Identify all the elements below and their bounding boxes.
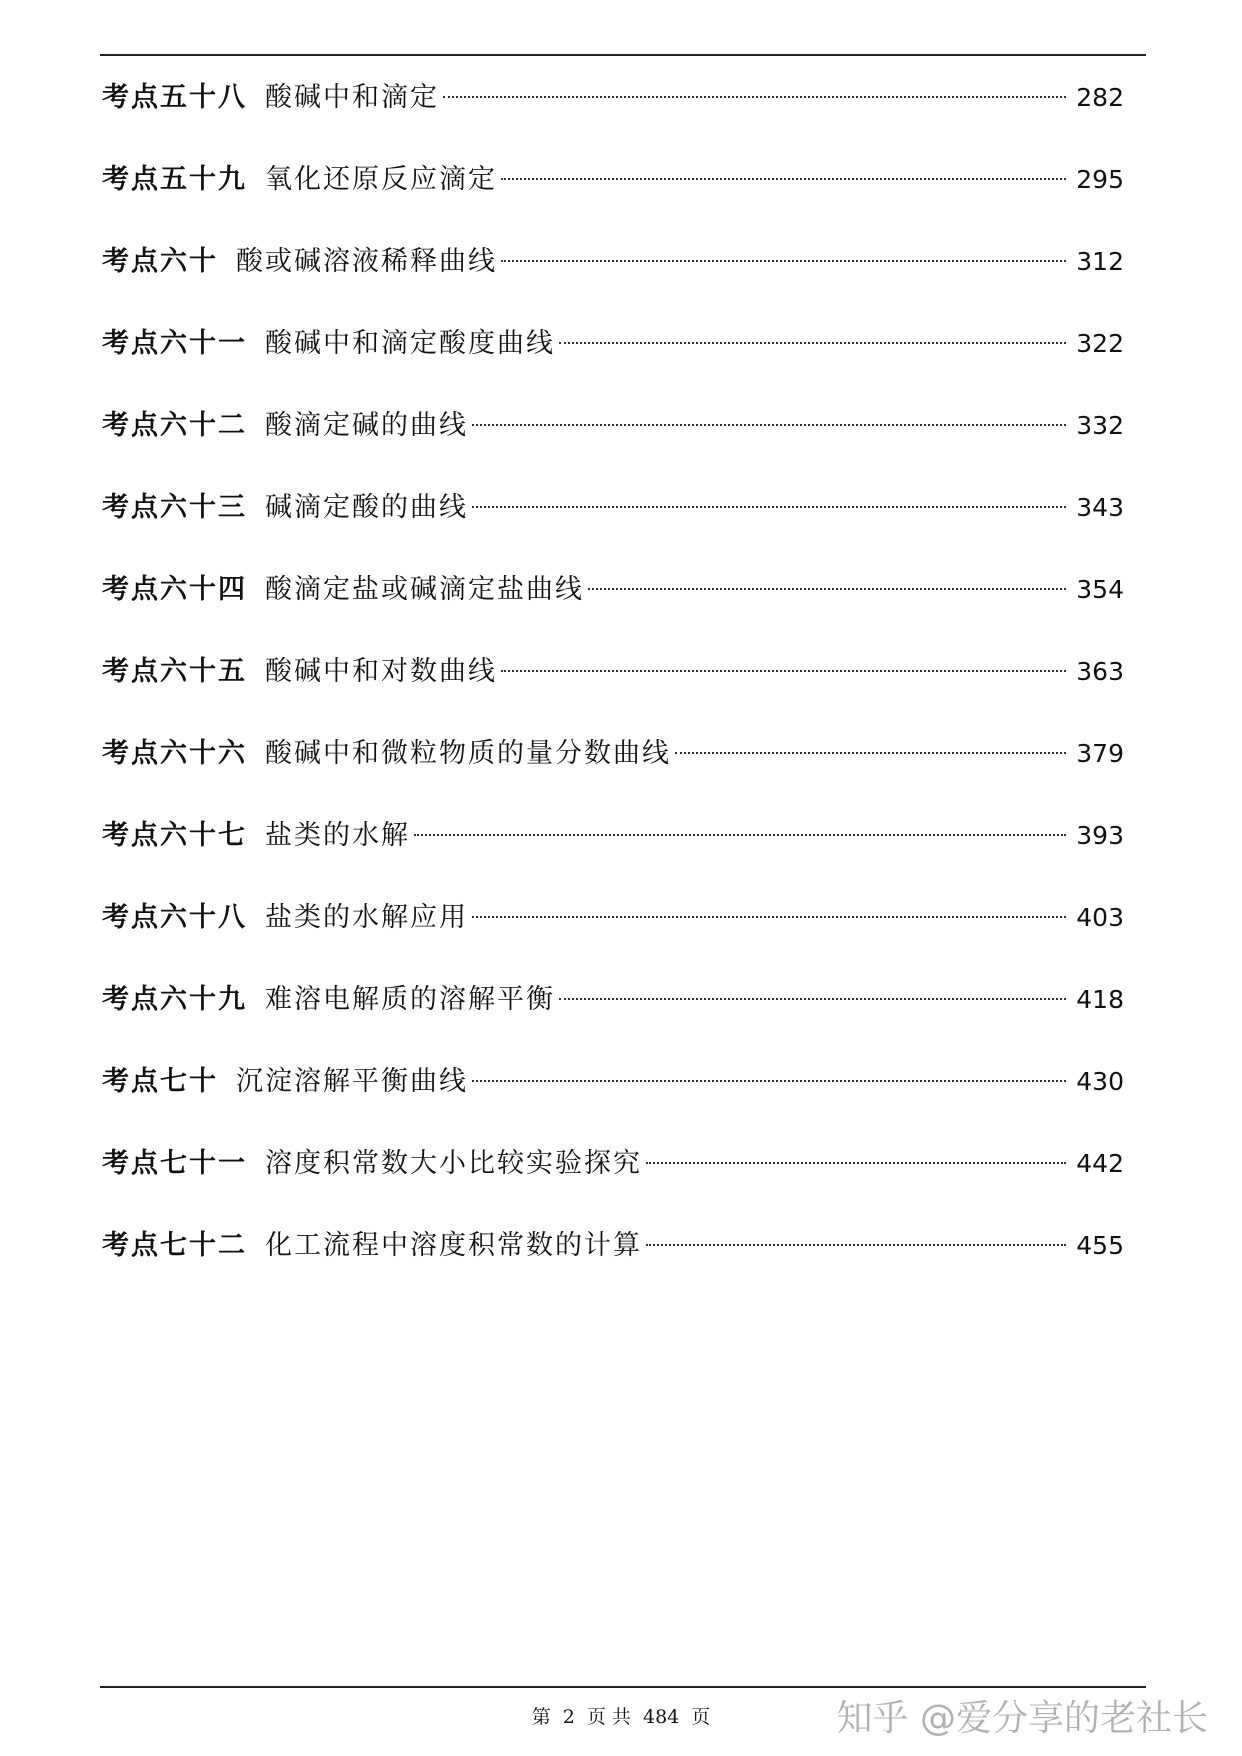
toc-entry-title: 酸碱中和滴定酸度曲线: [265, 328, 555, 359]
footer-current-page: 2: [562, 1706, 575, 1728]
toc-entry[interactable]: [102, 316, 1124, 398]
toc-dot-leader: [472, 424, 1066, 426]
toc-entry-code: 考点六十八: [102, 902, 247, 933]
toc-entry[interactable]: [102, 808, 1124, 890]
toc-dot-leader: [675, 752, 1066, 754]
toc-entry-title: 酸碱中和滴定: [265, 82, 439, 113]
toc-entry-page-number: 393: [1076, 821, 1124, 850]
toc-entry-title: 盐类的水解: [265, 820, 410, 851]
toc-entry-code: 考点七十二: [102, 1230, 247, 1261]
toc-entry-title: 沉淀溶解平衡曲线: [236, 1066, 468, 1097]
toc-entry-title: 溶度积常数大小比较实验探究: [265, 1148, 642, 1179]
toc-entry-page-number: 442: [1076, 1149, 1124, 1178]
toc-entry-title: 酸滴定盐或碱滴定盐曲线: [265, 574, 584, 605]
footer-rule: [100, 1686, 1146, 1688]
footer-label-middle: 页 共: [586, 1706, 631, 1728]
toc-entry[interactable]: [102, 644, 1124, 726]
toc-entry-page-number: 354: [1076, 575, 1124, 604]
watermark: 知乎 @爱分享的老社长: [836, 1698, 1208, 1739]
toc-entry-title: 化工流程中溶度积常数的计算: [265, 1230, 642, 1261]
toc-entry-page-number: 455: [1076, 1231, 1124, 1260]
toc-entry-title: 氧化还原反应滴定: [265, 164, 497, 195]
toc-entry-page-number: 312: [1076, 247, 1124, 276]
toc-dot-leader: [559, 998, 1066, 1000]
toc-dot-leader: [646, 1162, 1066, 1164]
toc-entry-title: 酸滴定碱的曲线: [265, 410, 468, 441]
toc-dot-leader: [414, 834, 1066, 836]
toc-dot-leader: [443, 96, 1066, 98]
toc-entry-page-number: 403: [1076, 903, 1124, 932]
toc-entry-page-number: 430: [1076, 1067, 1124, 1096]
footer-label-prefix: 第: [531, 1706, 551, 1728]
toc-entry-code: 考点五十八: [102, 82, 247, 113]
toc-entry[interactable]: [102, 234, 1124, 316]
toc-entry[interactable]: [102, 70, 1124, 152]
toc-entry-page-number: 379: [1076, 739, 1124, 768]
toc-entry-code: 考点六十: [102, 246, 218, 277]
toc-entry-title: 难溶电解质的溶解平衡: [265, 984, 555, 1015]
toc-entry[interactable]: [102, 1218, 1124, 1300]
toc-entry[interactable]: [102, 726, 1124, 808]
toc-entry[interactable]: [102, 890, 1124, 972]
toc-entry-page-number: 343: [1076, 493, 1124, 522]
footer-total-pages: 484: [642, 1706, 680, 1728]
table-of-contents: [102, 70, 1124, 1300]
toc-entry-code: 考点六十一: [102, 328, 247, 359]
toc-entry-page-number: 418: [1076, 985, 1124, 1014]
toc-entry-code: 考点五十九: [102, 164, 247, 195]
toc-entry-page-number: 295: [1076, 165, 1124, 194]
toc-dot-leader: [501, 178, 1066, 180]
toc-entry[interactable]: [102, 1054, 1124, 1136]
toc-entry-code: 考点六十三: [102, 492, 247, 523]
toc-entry-code: 考点六十九: [102, 984, 247, 1015]
toc-entry-title: 酸碱中和对数曲线: [265, 656, 497, 687]
toc-entry-code: 考点七十一: [102, 1148, 247, 1179]
toc-dot-leader: [472, 506, 1066, 508]
toc-entry-code: 考点七十: [102, 1066, 218, 1097]
toc-entry-title: 酸或碱溶液稀释曲线: [236, 246, 497, 277]
toc-dot-leader: [559, 342, 1066, 344]
toc-dot-leader: [588, 588, 1066, 590]
toc-entry-page-number: 363: [1076, 657, 1124, 686]
toc-dot-leader: [501, 260, 1066, 262]
toc-entry-code: 考点六十六: [102, 738, 247, 769]
toc-dot-leader: [646, 1244, 1066, 1246]
toc-entry[interactable]: [102, 152, 1124, 234]
header-rule: [100, 54, 1146, 56]
toc-dot-leader: [472, 1080, 1066, 1082]
toc-entry[interactable]: [102, 1136, 1124, 1218]
toc-entry-page-number: 282: [1076, 83, 1124, 112]
toc-entry-title: 盐类的水解应用: [265, 902, 468, 933]
toc-entry-code: 考点六十七: [102, 820, 247, 851]
toc-entry[interactable]: [102, 972, 1124, 1054]
toc-entry-code: 考点六十二: [102, 410, 247, 441]
toc-entry[interactable]: [102, 562, 1124, 644]
toc-entry-code: 考点六十五: [102, 656, 247, 687]
toc-entry-title: 碱滴定酸的曲线: [265, 492, 468, 523]
toc-dot-leader: [472, 916, 1066, 918]
toc-entry-title: 酸碱中和微粒物质的量分数曲线: [265, 738, 671, 769]
toc-entry[interactable]: [102, 398, 1124, 480]
toc-dot-leader: [501, 670, 1066, 672]
toc-entry-code: 考点六十四: [102, 574, 247, 605]
toc-entry[interactable]: [102, 480, 1124, 562]
toc-entry-page-number: 322: [1076, 329, 1124, 358]
footer-label-suffix: 页: [691, 1706, 711, 1728]
toc-entry-page-number: 332: [1076, 411, 1124, 440]
